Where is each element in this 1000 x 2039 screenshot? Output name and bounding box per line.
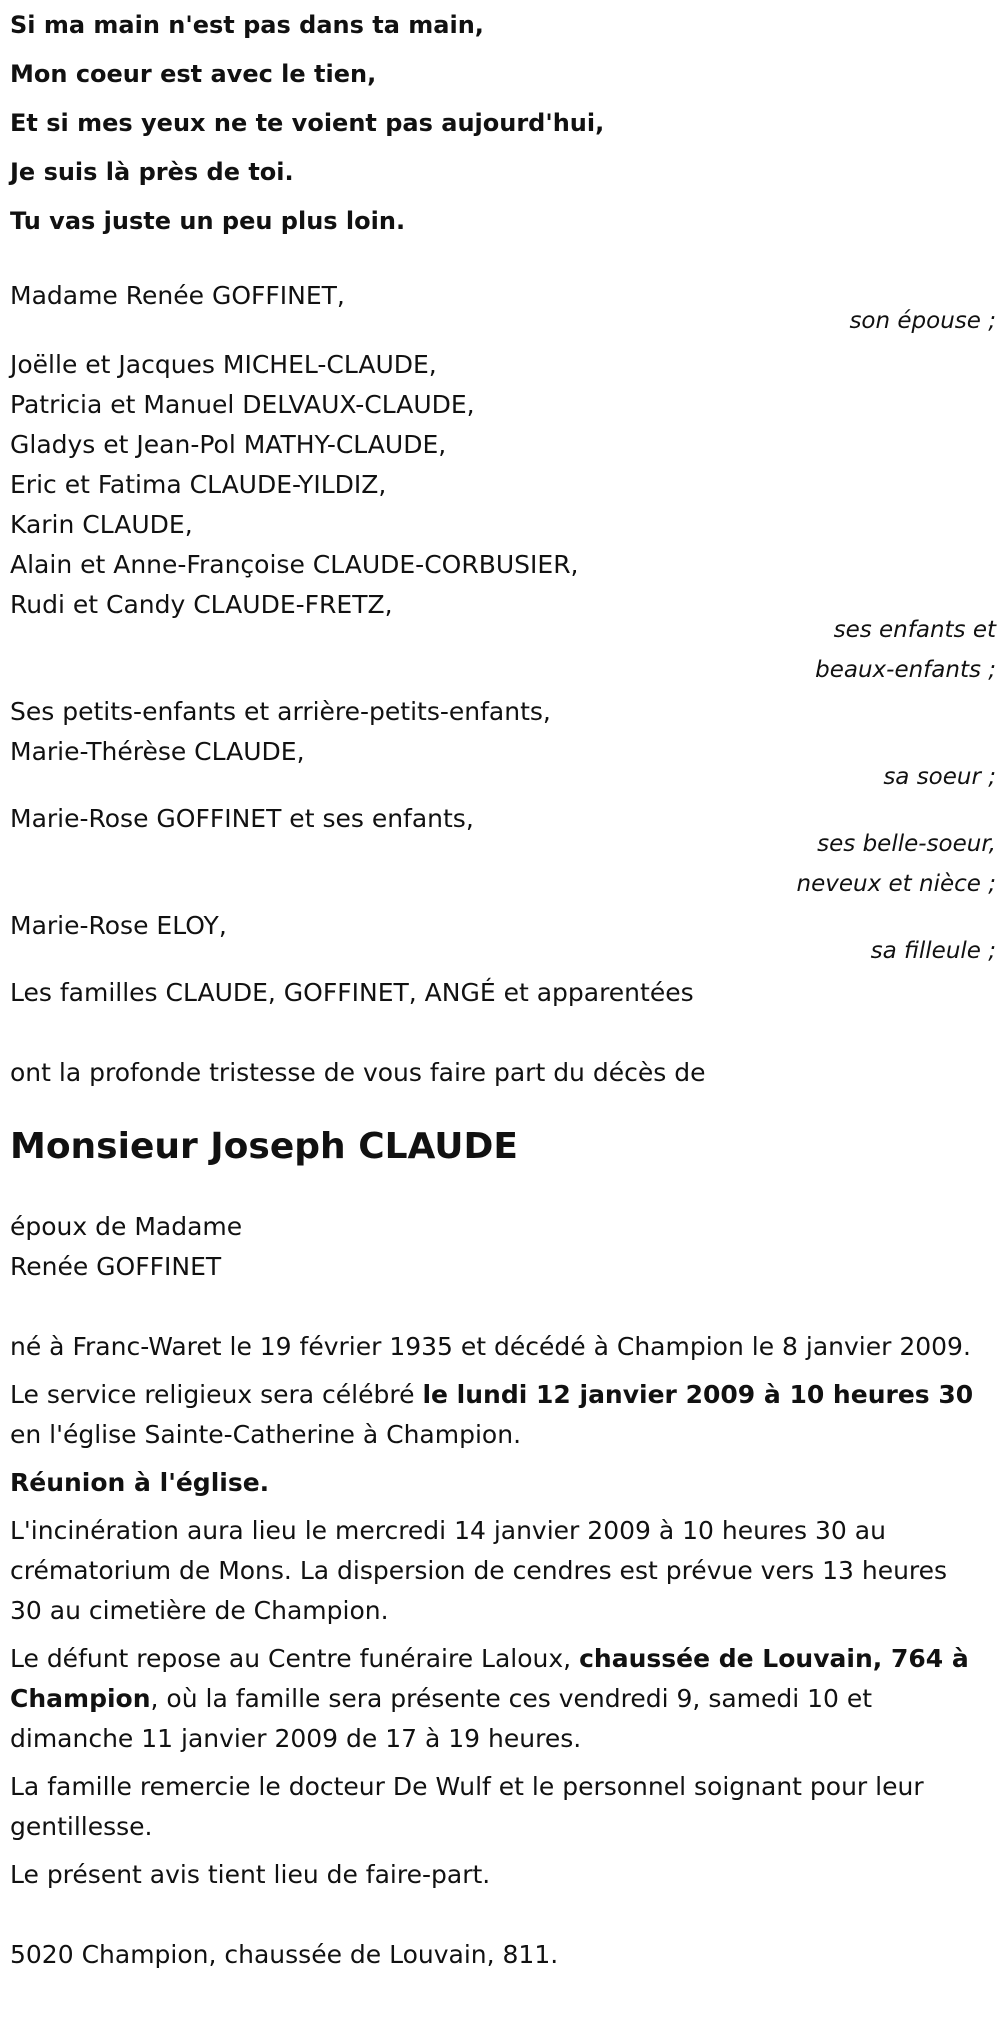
goddaughter-name: Marie-Rose ELOY, bbox=[10, 911, 227, 940]
spouse-line: époux de Madame bbox=[10, 1212, 243, 1241]
sister-name: Marie-Thérèse CLAUDE, bbox=[10, 737, 305, 766]
wife-name: Madame Renée GOFFINET, bbox=[10, 281, 345, 310]
sister-in-law-name: Marie-Rose GOFFINET et ses enfants, bbox=[10, 804, 474, 833]
obituary-content bbox=[10, 0, 1000, 1975]
notice: Le présent avis tient lieu de faire-part. bbox=[10, 1860, 491, 1889]
family-list bbox=[10, 276, 1000, 1013]
address: 5020 Champion, chaussée de Louvain, 811. bbox=[10, 1940, 559, 1969]
children-role: ses enfants et bbox=[833, 617, 996, 643]
spouse-line: Renée GOFFINET bbox=[10, 1252, 222, 1281]
sister-in-law-role: ses belle-soeur, bbox=[817, 831, 996, 857]
child-entry: Rudi et Candy CLAUDE-FRETZ, bbox=[10, 590, 393, 619]
rest-address: chaussée de Louvain, 764 à Champion bbox=[10, 1644, 969, 1713]
service-info bbox=[10, 1375, 985, 1455]
birth-death: né à Franc-Waret le 19 février 1935 et décédé à Champion le 8 janvier 2009. bbox=[10, 1332, 971, 1361]
deceased-name: Monsieur Joseph CLAUDE bbox=[10, 1126, 519, 1167]
service-prefix: Le service religieux sera célébré bbox=[10, 1380, 423, 1409]
rest-info bbox=[10, 1639, 985, 1759]
reunion: Réunion à l'église. bbox=[10, 1468, 270, 1497]
child-entry: Joëlle et Jacques MICHEL-CLAUDE, bbox=[10, 350, 437, 379]
child-entry: Patricia et Manuel DELVAUX-CLAUDE, bbox=[10, 390, 475, 419]
sister-in-law-role: neveux et nièce ; bbox=[796, 871, 996, 897]
poem-line: Je suis là près de toi. bbox=[10, 158, 294, 186]
poem bbox=[10, 1, 1000, 246]
families-line: Les familles CLAUDE, GOFFINET, ANGÉ et apparentées bbox=[10, 978, 694, 1007]
wife-role: son épouse ; bbox=[849, 308, 996, 334]
spouse-info bbox=[10, 1207, 1000, 1287]
poem-line: Et si mes yeux ne te voient pas aujourd'hui, bbox=[10, 109, 605, 137]
child-entry: Gladys et Jean-Pol MATHY-CLAUDE, bbox=[10, 430, 447, 459]
child-entry: Eric et Fatima CLAUDE-YILDIZ, bbox=[10, 470, 387, 499]
rest-suffix: , où la famille sera présente ces vendredi 9, samedi 10 et dimanche 11 janvier 2009 de 17 à 19 heures. bbox=[10, 1684, 873, 1753]
service-suffix: en l'église Sainte-Catherine à Champion. bbox=[10, 1420, 522, 1449]
announcement: ont la profonde tristesse de vous faire part du décès de bbox=[10, 1058, 706, 1087]
poem-line: Si ma main n'est pas dans ta main, bbox=[10, 11, 484, 39]
incineration: L'incinération aura lieu le mercredi 14 janvier 2009 à 10 heures 30 au crématorium de Mons. La dispersion de cendres est prévue vers 13 heures 30 au cimetière de Champion. bbox=[10, 1516, 948, 1625]
poem-line: Tu vas juste un peu plus loin. bbox=[10, 207, 406, 235]
poem-line: Mon coeur est avec le tien, bbox=[10, 60, 377, 88]
grandchildren: Ses petits-enfants et arrière-petits-enfants, bbox=[10, 697, 551, 726]
rest-prefix: Le défunt repose au Centre funéraire Laloux, bbox=[10, 1644, 580, 1673]
children-role: beaux-enfants ; bbox=[815, 657, 996, 683]
child-entry: Alain et Anne-Françoise CLAUDE-CORBUSIER, bbox=[10, 550, 579, 579]
child-entry: Karin CLAUDE, bbox=[10, 510, 193, 539]
children-list bbox=[10, 345, 1000, 625]
service-date: le lundi 12 janvier 2009 à 10 heures 30 bbox=[422, 1380, 974, 1409]
thanks: La famille remercie le docteur De Wulf et le personnel soignant pour leur gentillesse. bbox=[10, 1772, 924, 1841]
sister-role: sa soeur ; bbox=[883, 764, 996, 790]
goddaughter-role: sa filleule ; bbox=[870, 938, 996, 964]
